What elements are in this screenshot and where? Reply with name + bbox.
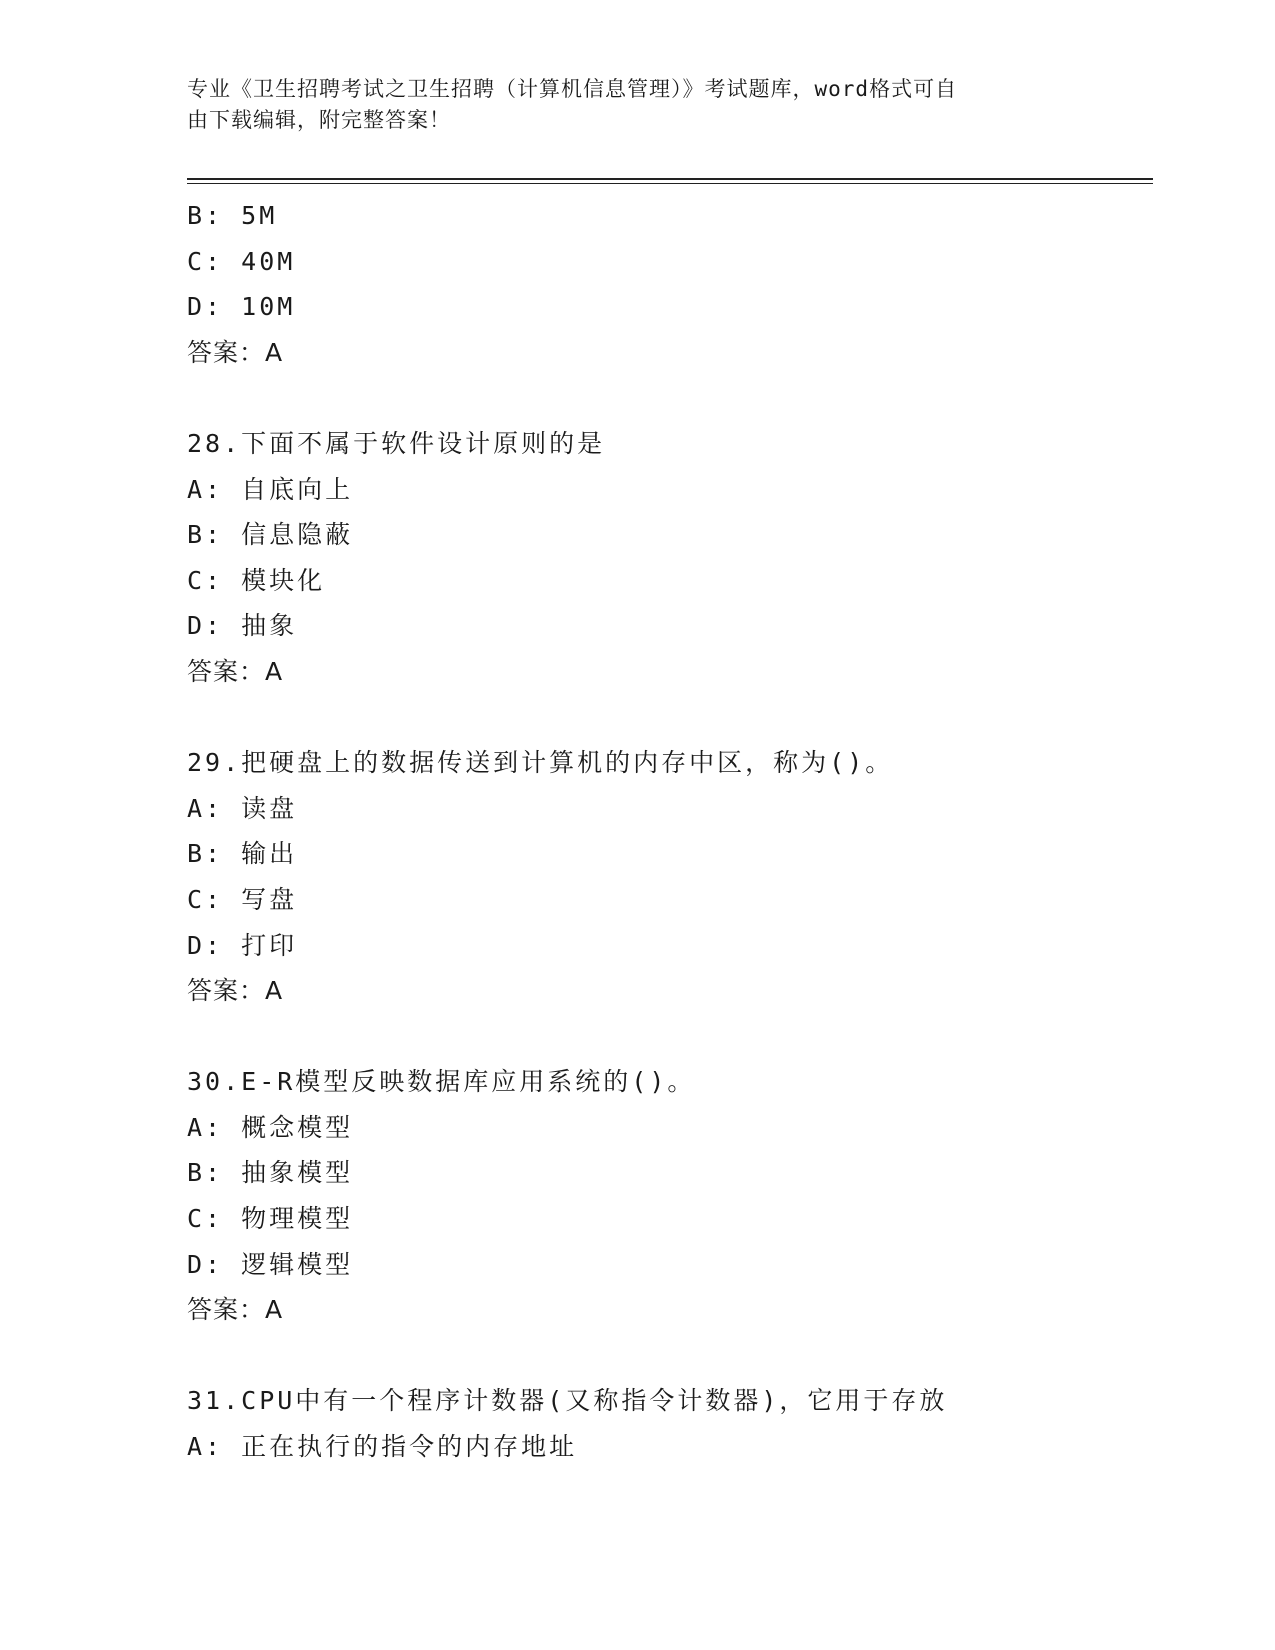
option-a: A: 读盘 — [187, 793, 298, 823]
option-b: B: 信息隐蔽 — [187, 520, 354, 550]
answer: 答案：A — [187, 656, 284, 686]
question-29 — [187, 740, 1153, 1014]
option-b: B: 输出 — [187, 839, 298, 869]
header-line-1: 专业《卫生招聘考试之卫生招聘（计算机信息管理）》考试题库，word格式可自 — [187, 77, 958, 101]
option-d: D: 打印 — [187, 930, 298, 960]
header-line-2: 由下载编辑，附完整答案！ — [187, 108, 451, 132]
option-b: B: 抽象模型 — [187, 1158, 354, 1188]
question-28 — [187, 421, 1153, 695]
question-stem: 28.下面不属于软件设计原则的是 — [187, 428, 606, 458]
option-a: A: 正在执行的指令的内存地址 — [187, 1432, 578, 1462]
option-d: D: 抽象 — [187, 611, 298, 641]
question-27-tail — [187, 193, 1153, 375]
question-list — [187, 193, 1153, 1470]
option-c: C: 模块化 — [187, 565, 326, 595]
answer: 答案：A — [187, 976, 284, 1006]
option-c: C: 40M — [187, 246, 296, 276]
spacer — [187, 1014, 1153, 1060]
option-c: C: 物理模型 — [187, 1204, 354, 1234]
option-b: B: 5M — [187, 201, 278, 230]
question-stem: 31.CPU中有一个程序计数器(又称指令计数器)，它用于存放 — [187, 1386, 948, 1416]
question-31 — [187, 1378, 1153, 1469]
header-divider-thick — [187, 178, 1153, 180]
question-stem: 30.E-R模型反映数据库应用系统的()。 — [187, 1067, 696, 1097]
option-a: A: 自底向上 — [187, 474, 354, 504]
option-c: C: 写盘 — [187, 884, 298, 914]
spacer — [187, 1333, 1153, 1379]
option-a: A: 概念模型 — [187, 1112, 354, 1142]
document-header — [187, 74, 1067, 136]
question-stem: 29.把硬盘上的数据传送到计算机的内存中区，称为()。 — [187, 748, 894, 778]
answer: 答案：A — [187, 337, 284, 367]
question-30 — [187, 1059, 1153, 1333]
answer: 答案：A — [187, 1295, 284, 1325]
spacer — [187, 695, 1153, 741]
spacer — [187, 375, 1153, 421]
header-divider-thin — [187, 183, 1153, 184]
option-d: D: 10M — [187, 292, 296, 322]
option-d: D: 逻辑模型 — [187, 1249, 354, 1279]
